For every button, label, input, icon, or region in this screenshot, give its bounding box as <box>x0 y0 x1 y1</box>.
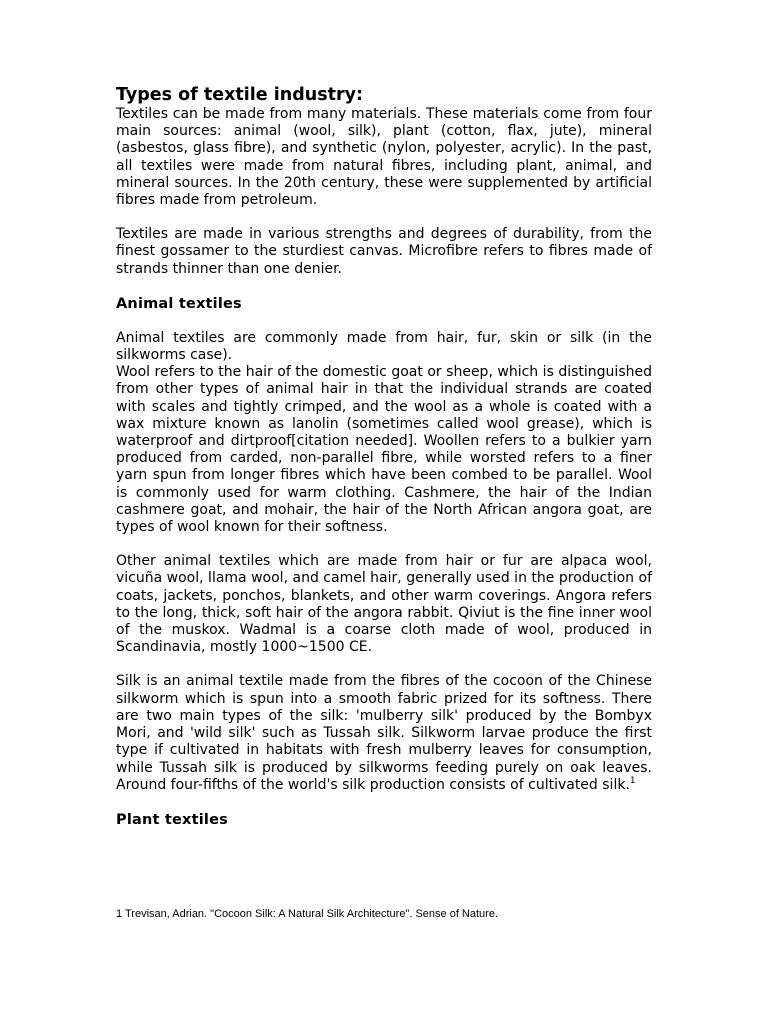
section-heading-animal: Animal textiles <box>116 295 242 312</box>
footnote-reference[interactable]: 1 <box>629 775 636 786</box>
paragraph-gap <box>116 278 652 295</box>
animal-paragraph-1: Animal textiles are commonly made from hair, fur, skin or silk (in the silkworms case). <box>116 329 652 364</box>
silk-paragraph-text: Silk is an animal textile made from the fibres of the cocoon of the Chinese silkworm which is spun into a smooth fabric prized for its softness. There are two main types of the silk: 'mulberry silk' produced by the Bombyx Mori, and 'wild silk' such as Tussah silk. Silkworm larvae produce the first type if cultivated in habitats with fresh mulberry leaves for consumption, while Tussah silk is produced by silkworms feeding purely on oak leaves. Around four-fifths of the world's silk production consists of cultivated silk. <box>116 673 652 793</box>
paragraph-gap <box>116 209 652 226</box>
paragraph-gap <box>116 536 652 553</box>
animal-paragraph-3: Other animal textiles which are made from hair or fur are alpaca wool, vicuña wool, llama wool, and camel hair, generally used in the production of coats, jackets, ponchos, blankets, and other warm coverings. Angora refers to the long, thick, soft hair of the angora rabbit. Qiviut is the fine inner wool of the muskox. Wadmal is a coarse cloth made of wool, produced in Scandinavia, mostly 1000~1500 CE. <box>116 553 652 656</box>
footnote: 1 Trevisan, Adrian. "Cocoon Silk: A Natural Silk Architecture". Sense of Nature. <box>116 908 498 920</box>
document-page <box>116 84 652 829</box>
paragraph-gap <box>116 794 652 811</box>
animal-paragraph-4 <box>116 673 652 793</box>
paragraph-gap <box>116 313 652 330</box>
animal-paragraph-2: Wool refers to the hair of the domestic goat or sheep, which is distinguished from other types of animal hair in that the individual strands are coated with scales and tightly crimped, and the wool as a whole is coated with a wax mixture known as lanolin (sometimes called wool grease), which is waterproof and dirtproof[citation needed]. Woollen refers to a bulkier yarn produced from carded, non-parallel fibre, while worsted refers to a finer yarn spun from longer fibres which have been combed to be parallel. Wool is commonly used for warm clothing. Cashmere, the hair of the Indian cashmere goat, and mohair, the hair of the North African angora goat, are types of wool known for their softness. <box>116 364 652 536</box>
section-heading-plant: Plant textiles <box>116 811 228 828</box>
intro-paragraph-1: Textiles can be made from many materials. These materials come from four main sources: animal (wool, silk), plant (cotton, flax, jute), mineral (asbestos, glass fibre), and synthetic (nylon, polyester, acrylic). In the past, all textiles were made from natural fibres, including plant, animal, and mineral sources. In the 20th century, these were supplemented by artificial fibres made from petroleum. <box>116 106 652 209</box>
intro-paragraph-2: Textiles are made in various strengths and degrees of durability, from the finest gossamer to the sturdiest canvas. Microfibre refers to fibres made of strands thinner than one denier. <box>116 226 652 277</box>
document-title: Types of textile industry: <box>116 85 364 105</box>
paragraph-gap <box>116 656 652 673</box>
